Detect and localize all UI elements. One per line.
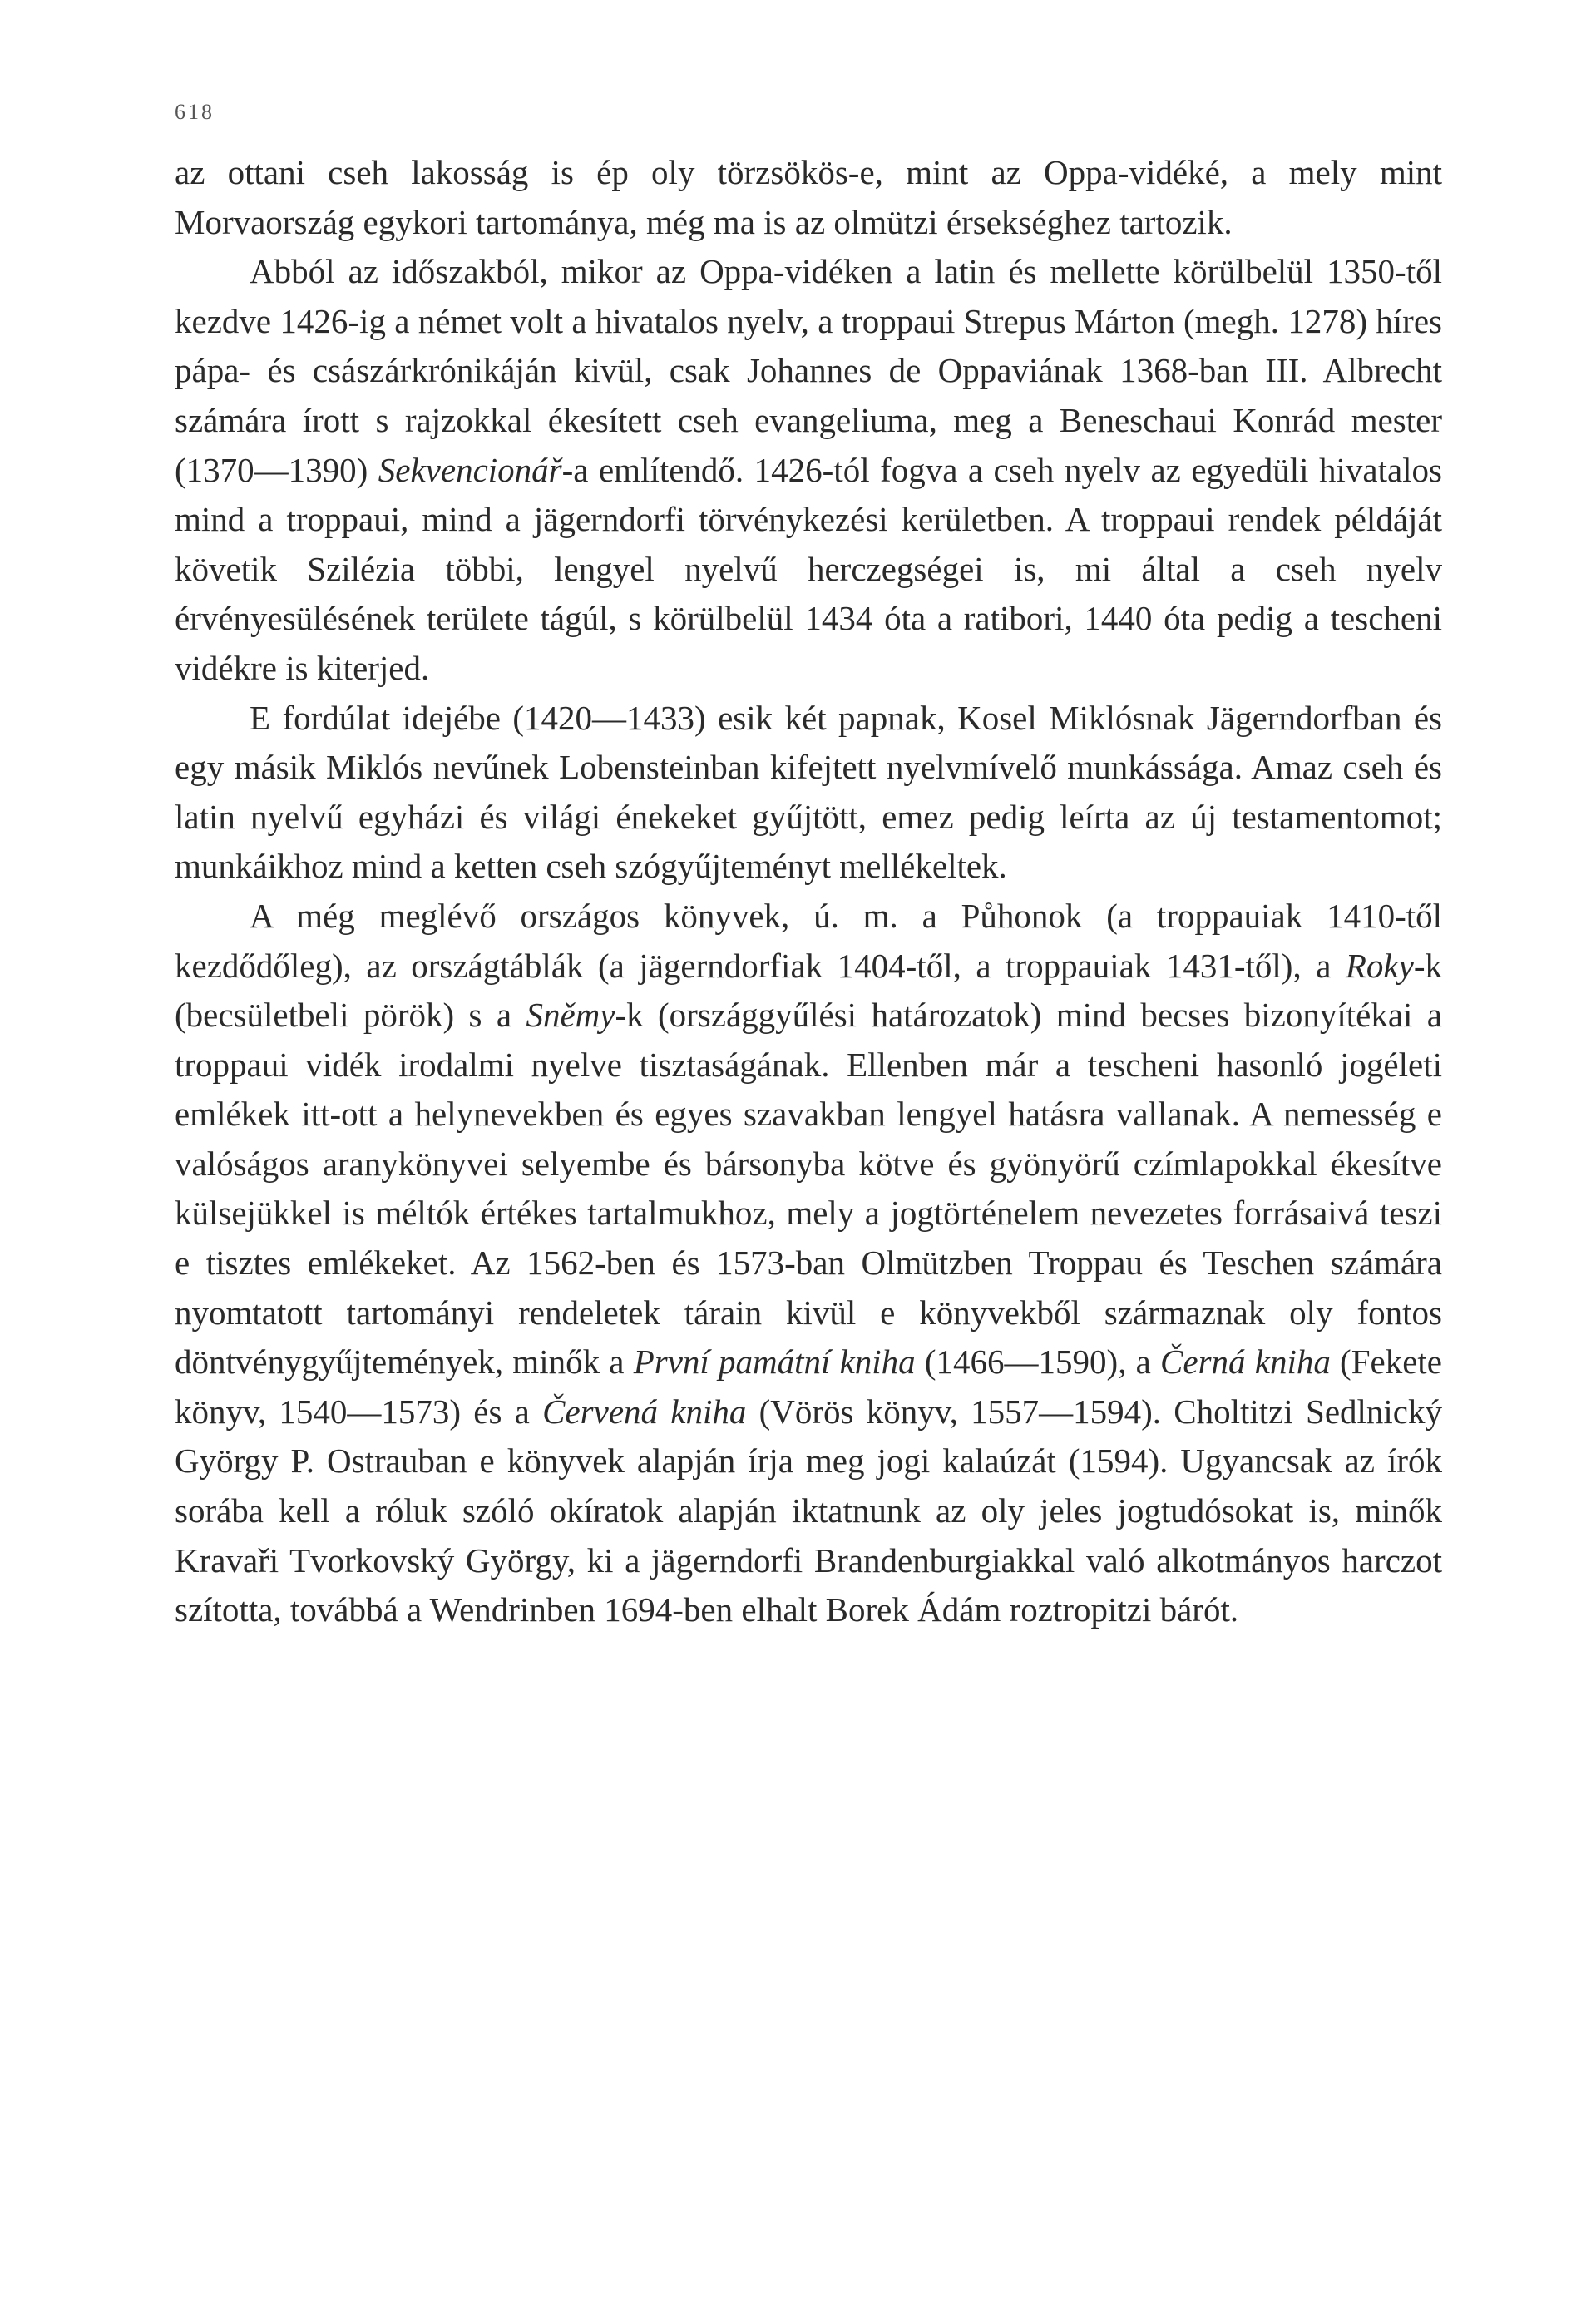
text-segment: A még meglévő országos könyvek, ú. m. a Půhonok (a troppauiak 1410-től kezdődőleg), az országtáblák (a jägerndorfiak 1404-től, a troppauiak 1431-től), a <box>175 896 1442 985</box>
text-segment: E fordúlat idejébe (1420—1433) esik két papnak, Kosel Miklósnak Jägerndorfban és egy másik Miklós nevűnek Lobensteinban kifejtett nyelvmívelő munkássága. Amaz cseh és latin nyelvű egyházi és világi énekeket gyűjtött, emez pedig leírta az új testamentomot; munkáikhoz mind a ketten cseh szógyűjteményt mellékeltek. <box>175 698 1442 886</box>
italic-title-snemy: Sněmy <box>526 996 615 1035</box>
italic-title-sekvencionar: Sekvencionář <box>378 450 562 489</box>
paragraph-country-books <box>175 892 1442 1635</box>
paragraph-priests <box>175 694 1442 892</box>
text-segment: (Fekete könyv, 1540—1573) és a <box>175 1342 1442 1431</box>
text-segment: -k (országgyűlési határozatok) mind becses bizonyítékai a troppaui vidék irodalmi nyelve tisztaságának. Ellenben már a tescheni hasonló jogéleti emlékek itt-ott a helynevekben és egyes szavakban lengyel hatásra vallanak. A nemesség e valóságos aranykönyvei selyembe és bársonyba kötve és gyönyörű czímlapokkal ékesítve külsejükkel is méltók értékes tartalmukhoz, mely a jogtörténelem nevezetes forrásaivá teszi e tisztes emlékeket. Az 1562-ben és 1573-ban Olmützben Troppau és Teschen számára nyomtatott tartományi rendeletek tárain kivül e könyvekből származnak oly fontos döntvénygyűjtemények, minők a <box>175 996 1442 1382</box>
text-segment: (1466—1590), a <box>915 1342 1161 1382</box>
paragraph-oppa-period <box>175 247 1442 693</box>
text-segment: Abból az időszakból, mikor az Oppa-vidéken a latin és mellette körülbelül 1350-től kezdve 1426-ig a német volt a hivatalos nyelv, a troppaui Strepus Márton (megh. 1278) híres pápa- és császárkrónikáján kivül, csak Johannes de Oppaviának 1368-ban III. Albrecht számára írott s rajzokkal ékesített cseh evangeliuma, meg a Beneschaui Konrád mester (1370—1390) <box>175 252 1442 489</box>
italic-title-cerna-kniha: Černá kniha <box>1160 1342 1331 1382</box>
body-text <box>175 148 1442 1635</box>
italic-title-prvni-pamatni-kniha: První památní kniha <box>633 1342 916 1382</box>
text-segment: -a említendő. 1426-tól fogva a cseh nyelv az egyedüli hivatalos mind a troppaui, mind a jägerndorfi törvénykezési kerületben. A troppaui rendek példáját követik Szilézia többi, lengyel nyelvű herczegségei is, mi által a cseh nyelv érvényesülésének területe tágúl, s körülbelül 1434 óta a ratibori, 1440 óta pedig a tescheni vidékre is kiterjed. <box>175 450 1442 687</box>
italic-title-roky: Roky <box>1345 946 1414 985</box>
paragraph-continuation <box>175 148 1442 247</box>
text-segment: (Vörös könyv, 1557—1594). Choltitzi Sedlnický György P. Ostrauban e könyvek alapján írja meg jogi kalaúzát (1594). Ugyancsak az írók sorába kell a róluk szóló okíratok alapján iktatnunk az oly jeles jogtudósokat is, minők Kravaři Tvorkovský György, ki a jägerndorfi Brandenburgiakkal való alkotmányos harczot szította, továbbá a Wendrinben 1694-ben elhalt Borek Ádám roztropitzi bárót. <box>175 1392 1443 1629</box>
italic-title-cervena-kniha: Červená kniha <box>542 1392 747 1431</box>
text-segment: -k (becsületbeli pörök) s a <box>175 946 1442 1035</box>
page-number: 618 <box>175 100 215 124</box>
text-segment: az ottani cseh lakosság is ép oly törzsökös-e, mint az Oppa-vidéké, a mely mint Morvaország egykori tartománya, még ma is az olmützi érsekséghez tartozik. <box>175 153 1442 241</box>
